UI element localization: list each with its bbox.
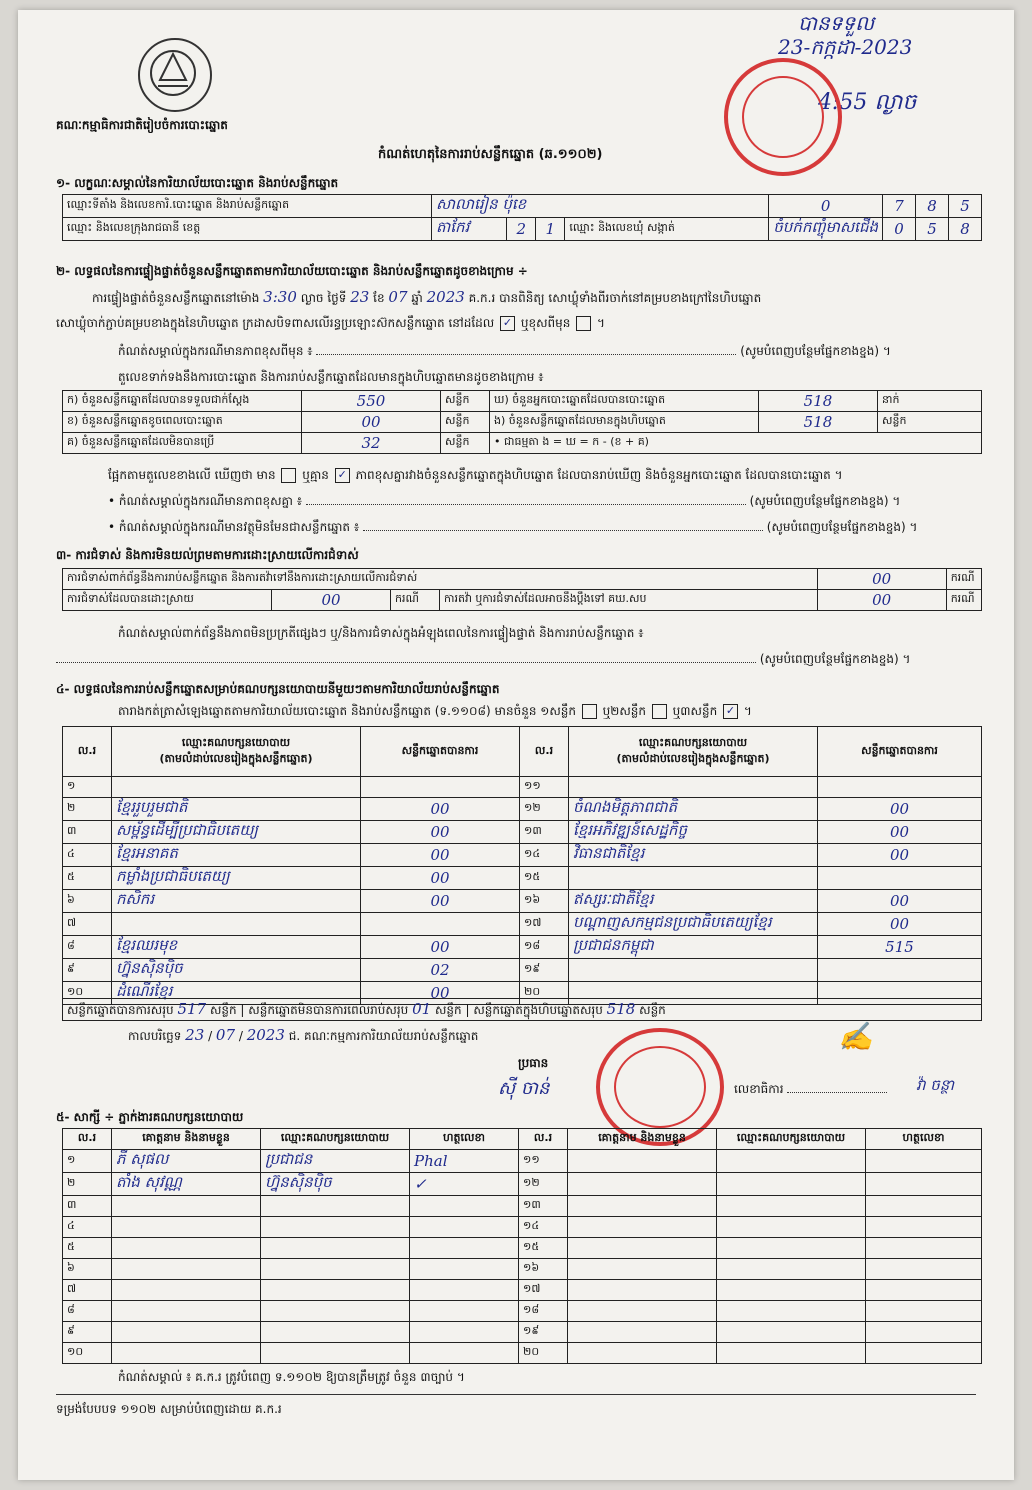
witness-name: ភី សុផល [112, 1150, 261, 1173]
fill-more-bullet2: (សូមបំពេញបន្ថែមផ្នែកខាងខ្នង) ។ [766, 520, 918, 534]
date-day: 23 [185, 1026, 205, 1044]
party-votes: 00 [361, 844, 520, 867]
fill-more-bullet1: (សូមបំពេញបន្ថែមផ្នែកខាងខ្នង) ។ [749, 494, 901, 508]
bullet-foreign-label: • កំណត់សម្គាល់ក្នុងករណីមានវត្ថុមិនមែនជាសន្លឹកឆ្នោត ៖ [108, 520, 360, 534]
party-votes: 00 [361, 821, 520, 844]
commune-digit: 5 [916, 218, 949, 241]
witness-party [717, 1259, 866, 1280]
party-name [569, 867, 818, 890]
party-votes: 00 [818, 844, 982, 867]
total-valid-label: សន្លឹកឆ្នោតបានការសរុប [67, 1003, 174, 1017]
row-number: ៩ [63, 1322, 112, 1343]
witness-party [261, 1196, 410, 1217]
row-number: ៦ [63, 1259, 112, 1280]
row-number: ៤ [63, 844, 112, 867]
date-month: 07 [215, 1026, 236, 1044]
office-value: សាលារៀន ប៉ុខេ [432, 195, 769, 218]
party-name: បណ្ដាញសកម្មជនប្រជាធិបតេយ្យខ្មែរ [569, 913, 818, 936]
total-invalid-label: សន្លឹកឆ្នោតមិនបានការពេលរាប់សរុប [248, 1003, 409, 1017]
footer-divider [56, 1394, 976, 1395]
witness-party [717, 1217, 866, 1238]
party-votes: 00 [361, 890, 520, 913]
row-number: ១៤ [520, 844, 569, 867]
witness-signature [866, 1196, 982, 1217]
witness-name [112, 1217, 261, 1238]
party-votes: 00 [361, 867, 520, 890]
verification-time-suffix: ល្ងាច ថ្ងៃទី [300, 291, 347, 305]
figure-e-label: ង) ចំនួនសន្លឹកឆ្នោតដែលមានក្នុងហិបឆ្នោត [490, 412, 759, 433]
secretary-signature: ✍ [838, 1020, 873, 1053]
witness-signature [410, 1301, 519, 1322]
verification-start: ការផ្ទៀងផ្ទាត់ចំនួនសន្លឹកឆ្នោតនៅម៉ោង [92, 291, 260, 305]
col-party [112, 727, 361, 777]
resolved-label: ការជំទាស់ដែលបានដោះស្រាយ [63, 590, 272, 611]
table-row [63, 1280, 982, 1301]
figure-a-unit: សន្លឹក [441, 391, 490, 412]
party-name: ខ្មែរអភិវឌ្ឍន៍សេដ្ឋកិច្ច [569, 821, 818, 844]
witness-signature [866, 1150, 982, 1173]
row-number: ១២ [520, 798, 569, 821]
witness-party [261, 1217, 410, 1238]
commune-digit: 8 [949, 218, 982, 241]
party-name [112, 913, 361, 936]
col-votes: សន្លឹកឆ្នោតបានការ [361, 727, 520, 777]
difference-start: ផ្អែកតាមតួលេខខាងលើ ឃើញថា មាន [108, 468, 276, 482]
figures-table [62, 390, 982, 454]
total-box-label: សន្លឹកឆ្នោតក្នុងហិបឆ្នោតសរុប [473, 1003, 603, 1017]
witness-name [568, 1259, 717, 1280]
witness-party [717, 1301, 866, 1322]
difference-note-line [118, 344, 988, 358]
witness-party [717, 1343, 866, 1364]
w-col-name-right: គោត្តនាម និងនាមខ្លួន [568, 1129, 717, 1150]
verification-year: 2023 [426, 288, 465, 306]
commune-label: ឈ្មោះ និងលេខឃុំ សង្កាត់ [565, 218, 769, 241]
party-votes: 00 [361, 936, 520, 959]
table-row [63, 1238, 982, 1259]
table-row [63, 1343, 982, 1364]
irregularity-note: កំណត់សម្គាល់ពាក់ព័ន្ធនឹងភាពមិនប្រក្រតីផ្សេងៗ ឬ/និងការជំទាស់ក្នុងអំឡុងពេលនៃការផ្ទៀងផ្ទាត់ និងការរាប់សន្លឹកឆ្នោត ៖ [118, 626, 644, 640]
figure-a-label: ក) ចំនួនសន្លឹកឆ្នោតដែលបានទទួលជាក់ស្តែង [63, 391, 302, 412]
figure-b-unit: សន្លឹក [441, 412, 490, 433]
verification-end: គ.ក.រ បានពិនិត្យ សោឃ្លុំទាំងពីរចាក់នៅគម្របខាងក្រៅនៃហិបឆ្នោត [468, 291, 762, 305]
row-number: ១ [63, 1150, 112, 1173]
table-row [63, 913, 982, 936]
office-digit: 0 [769, 195, 883, 218]
row-number: ១៥ [519, 1238, 568, 1259]
row-number: ១៨ [519, 1301, 568, 1322]
footer-text: ទម្រង់បែបបទ ១១០២ សម្រាប់បំពេញដោយ គ.ក.រ [56, 1402, 282, 1416]
witness-name [568, 1150, 717, 1173]
party-votes: 00 [361, 798, 520, 821]
received-time: 4:55 ល្ងាច [818, 90, 917, 115]
tally-sheet-text: តារាងកត់ត្រាសំឡេងឆ្នោតតាមការិយាល័យបោះឆ្នោត និងរាប់សន្លឹកឆ្នោត (ទ.១១០៨) មានចំនួន ១សន្លឹក [118, 704, 576, 718]
no-difference-checkbox[interactable]: ✓ [335, 468, 350, 483]
bullet-difference [108, 494, 988, 508]
row-number: ១៧ [519, 1280, 568, 1301]
witness-signature: Phal [410, 1150, 519, 1173]
party-name: កសិករ [112, 890, 361, 913]
row-number: ៤ [63, 1217, 112, 1238]
table-row [63, 936, 982, 959]
figure-a-value: 550 [302, 391, 441, 412]
party-votes [361, 913, 520, 936]
figure-c-value: 32 [302, 433, 441, 454]
w-col-party-right: ឈ្មោះគណបក្សនយោបាយ [717, 1129, 866, 1150]
row-number: ១៤ [519, 1217, 568, 1238]
party-votes [361, 777, 520, 798]
form-title: កំណត់ហេតុនៃការរាប់សន្លឹកឆ្នោត (ឆ.១១០២) [378, 147, 603, 162]
nec-logo [138, 38, 212, 112]
party-name: ខ្មែររួបរួមជាតិ [112, 798, 361, 821]
witness-party [717, 1280, 866, 1301]
figure-e-value: 518 [759, 412, 878, 433]
col-party-sub-right: (តាមលំដាប់លេខរៀងក្នុងសន្លឹកឆ្នោត) [616, 751, 770, 765]
row-number: ៩ [63, 959, 112, 982]
row-number: ១០ [63, 1343, 112, 1364]
witness-signature [410, 1217, 519, 1238]
party-name: ដំណើរខ្មែរ [112, 982, 361, 1005]
table-row [63, 798, 982, 821]
total-valid-unit: សន្លឹក [209, 1003, 237, 1017]
party-votes: 00 [818, 913, 982, 936]
party-name: វិធានជាតិខ្មែរ [569, 844, 818, 867]
row-number: ៨ [63, 1301, 112, 1322]
w-col-no: ល.រ [63, 1129, 112, 1150]
w-col-no-right: ល.រ [519, 1129, 568, 1150]
difference-note-label: កំណត់សម្គាល់ក្នុងករណីមានភាពខុសពីមុន ៖ [118, 344, 313, 358]
witness-party [717, 1322, 866, 1343]
province-digit: 2 [507, 218, 536, 241]
witness-party [261, 1238, 410, 1259]
witness-party [261, 1343, 410, 1364]
witness-signature [410, 1280, 519, 1301]
party-name: ចំណងមិត្តភាពជាតិ [569, 798, 818, 821]
irregularity-line [56, 652, 986, 666]
party-name: ខ្មែរអនាគត [112, 844, 361, 867]
changed-label: ឬខុសពីមុន [520, 316, 571, 330]
section2-heading: ២- លទ្ធផលនៃការផ្ទៀងផ្ទាត់ចំនួនសន្លឹកឆ្នោតតាមការិយាល័យបោះឆ្នោត និងរាប់សន្លឹកឆ្នោតដូចខាងក្រោម ÷ [56, 264, 528, 278]
totals-line: សន្លឹកឆ្នោតបានការសរុប 517 សន្លឹក | សន្លឹកឆ្នោតមិនបានការពេលរាប់សរុប 01 សន្លឹក | សន្លឹកឆ្នោតក្នុងហិបឆ្នោតសរុប 518 សន្លឹក [62, 998, 982, 1021]
fill-more-note: (សូមបំពេញបន្ថែមផ្នែកខាងខ្នង) ។ [740, 344, 891, 358]
total-box-unit: សន្លឹក [639, 1003, 666, 1017]
col-party-title-right: ឈ្មោះគណបក្សនយោបាយ [638, 735, 748, 749]
section4-heading: ៤- លទ្ធផលនៃការរាប់សន្លឹកឆ្នោតសម្រាប់គណបក្សនយោបាយនីមួយៗតាមការិយាល័យរាប់សន្លឹកឆ្នោត [56, 682, 500, 696]
witness-name [112, 1196, 261, 1217]
secretary-text: លេខាធិការ [734, 1082, 784, 1096]
row-number: ៧ [63, 1280, 112, 1301]
row-number: ១ [63, 777, 112, 798]
two-sheet-label: ឬ២សន្លឹក [602, 704, 647, 718]
month-label: ខែ [373, 291, 385, 305]
witness-table [62, 1128, 982, 1364]
w-col-name: គោត្តនាម និងនាមខ្លួន [112, 1129, 261, 1150]
party-votes: 02 [361, 959, 520, 982]
table-row [63, 821, 982, 844]
one-sheet-checkbox[interactable] [582, 704, 597, 719]
figure-c-label: គ) ចំនួនសន្លឹកឆ្នោតដែលមិនបានប្រើ [63, 433, 302, 454]
table-row [63, 1322, 982, 1343]
seal-line: សោឃ្លុំចាក់ភ្ជាប់គម្របខាងក្នុងនៃហិបឆ្នោត ក្រដាសបិទពាសលើរន្ធប្រឡោះស៊កសន្លឹកឆ្នោត នៅដដែល ✓ ឬខុសពីមុន ។ [56, 316, 605, 330]
row-number: ១៩ [519, 1322, 568, 1343]
party-votes: 00 [818, 890, 982, 913]
bullet-difference-label: • កំណត់សម្គាល់ក្នុងករណីមានភាពខុសគ្នា ៖ [108, 494, 303, 508]
witness-name [568, 1322, 717, 1343]
table-row [63, 867, 982, 890]
office-digit: 5 [949, 195, 982, 218]
table-row [63, 1196, 982, 1217]
party-name: ប្រជាជនកម្ពុជា [569, 936, 818, 959]
section1-heading: ១- លក្ខណៈសម្គាល់នៃការិយាល័យបោះឆ្នោត និងរាប់សន្លឹកឆ្នោត [56, 176, 339, 190]
province-label: ឈ្មោះ និងលេខក្រុងរាជធានី ខេត្ត [63, 218, 432, 241]
party-name [569, 777, 818, 798]
party-name: សម្ព័ន្ធដើម្បីប្រជាធិបតេយ្យ [112, 821, 361, 844]
witness-party: ហ្វ៊ុនស៊ិនប៉ិច [261, 1173, 410, 1196]
witness-name [568, 1280, 717, 1301]
figure-c-unit: សន្លឹក [441, 433, 490, 454]
col-votes-right: សន្លឹកឆ្នោតបានការ [818, 727, 982, 777]
w-col-sig-right: ហត្ថលេខា [866, 1129, 982, 1150]
received-date: 23-កក្កដា-2023 [778, 35, 913, 59]
figure-e-unit: សន្លឹក [878, 412, 982, 433]
witness-signature [866, 1259, 982, 1280]
verification-time: 3:30 [263, 288, 297, 306]
table-row [63, 1217, 982, 1238]
row-number: ៥ [63, 1238, 112, 1259]
row-number: ២ [63, 798, 112, 821]
row-number: ១៨ [520, 936, 569, 959]
office-digit: 7 [883, 195, 916, 218]
w-col-party: ឈ្មោះគណបក្សនយោបាយ [261, 1129, 410, 1150]
witness-signature: ✓ [410, 1173, 519, 1196]
party-name: ឥស្សរៈជាតិខ្មែរ [569, 890, 818, 913]
witness-name [568, 1343, 717, 1364]
row-number: ១៦ [519, 1259, 568, 1280]
appeal-label: ការតវ៉ា ឬការជំទាស់ដែលអាចនឹងប្តឹងទៅ គឃ.សប [440, 590, 818, 611]
row-number: ១១ [520, 777, 569, 798]
difference-line [108, 468, 843, 483]
office-label: ឈ្មោះទីតាំង និងលេខការិ.បោះឆ្នោត និងរាប់សន្លឹកឆ្នោត [63, 195, 432, 218]
row-number: ២០ [519, 1343, 568, 1364]
row-number: ១៦ [520, 890, 569, 913]
witness-name [112, 1343, 261, 1364]
witness-signature [410, 1196, 519, 1217]
party-votes [818, 959, 982, 982]
row-number: ៦ [63, 890, 112, 913]
row-number: ៥ [63, 867, 112, 890]
witness-party [261, 1322, 410, 1343]
changed-checkbox[interactable] [576, 316, 591, 331]
figures-intro: តួលេខទាក់ទងនឹងការបោះឆ្នោត និងការរាប់សន្លឹកឆ្នោតដែលមានក្នុងហិបឆ្នោតមានដូចខាងក្រោម ៖ [118, 370, 544, 384]
table-row [63, 959, 982, 982]
table-row [63, 1259, 982, 1280]
table-row [63, 1150, 982, 1173]
row-number: ៧ [63, 913, 112, 936]
document-page [18, 10, 1014, 1480]
witness-name [568, 1196, 717, 1217]
date-year: 2023 [246, 1026, 285, 1044]
has-difference-checkbox[interactable] [281, 468, 296, 483]
witness-signature [866, 1217, 982, 1238]
table-row [63, 1301, 982, 1322]
figure-b-label: ខ) ចំនួនសន្លឹកឆ្នោតខូចពេលបោះឆ្នោត [63, 412, 302, 433]
two-sheet-checkbox[interactable] [652, 704, 667, 719]
witness-signature [866, 1238, 982, 1259]
chair-signature: ស៊ី ចាន់ [498, 1078, 550, 1099]
row-number: ១៥ [520, 867, 569, 890]
witness-name [568, 1173, 717, 1196]
commune-digit: 0 [883, 218, 916, 241]
witness-party [261, 1259, 410, 1280]
party-votes [818, 867, 982, 890]
witness-signature [410, 1322, 519, 1343]
row-number: ១៣ [520, 821, 569, 844]
three-sheet-checkbox[interactable]: ✓ [723, 704, 738, 719]
commune-value: ចំបក់កញ្ចុំមាសជើង [769, 218, 883, 241]
section5-heading: ៥- សាក្សី ÷ ភ្នាក់ងារគណបក្សនយោបាយ [56, 1110, 244, 1124]
verification-line [92, 290, 761, 305]
figure-d-unit: នាក់ [878, 391, 982, 412]
bullet-foreign-object [108, 520, 988, 534]
witness-party [717, 1173, 866, 1196]
figure-b-value: 00 [302, 412, 441, 433]
party-votes: 00 [818, 798, 982, 821]
official-stamp-top [724, 58, 842, 176]
party-votes: 00 [818, 821, 982, 844]
witness-party [717, 1150, 866, 1173]
section1-table [62, 194, 982, 241]
total-invalid-value: 01 [412, 1000, 432, 1018]
objection-value: 00 [817, 569, 946, 590]
total-box-value: 518 [606, 1000, 636, 1018]
col-no-right: ល.រ [520, 727, 569, 777]
col-party-sub: (តាមលំដាប់លេខរៀងក្នុងសន្លឹកឆ្នោត) [159, 751, 313, 765]
row-number: ៨ [63, 936, 112, 959]
party-name: ហ្វ៊ុនស៊ិនប៉ិច [112, 959, 361, 982]
col-party-title: ឈ្មោះគណបក្សនយោបាយ [181, 735, 291, 749]
witness-name [568, 1217, 717, 1238]
date-label: កាលបរិច្ឆេទ [128, 1029, 182, 1043]
secretary-label [734, 1082, 887, 1096]
witness-name [112, 1322, 261, 1343]
office-digit: 8 [916, 195, 949, 218]
witness-signature [866, 1343, 982, 1364]
row-number: ១៧ [520, 913, 569, 936]
col-no: ល.រ [63, 727, 112, 777]
verification-month: 07 [388, 288, 408, 306]
party-name: កម្លាំងប្រជាធិបតេយ្យ [112, 867, 361, 890]
table-row [63, 844, 982, 867]
objection-unit: ករណី [946, 569, 981, 590]
witness-signature [410, 1343, 519, 1364]
row-number: ២ [63, 1173, 112, 1196]
witness-signature [866, 1322, 982, 1343]
formula-note: • ជាធម្មតា ង = ឃ = ក - (ខ + គ) [490, 433, 982, 454]
witness-signature [866, 1301, 982, 1322]
year-label: ឆ្នាំ [411, 291, 423, 305]
witness-name [112, 1238, 261, 1259]
province-value: តាកែវ [432, 218, 507, 241]
witness-party [261, 1280, 410, 1301]
witness-party [261, 1301, 410, 1322]
row-number: ២០ [520, 982, 569, 1005]
objection-table [62, 568, 982, 611]
footnote: កំណត់សម្គាល់ ៖ គ.ក.រ ត្រូវបំពេញ ទ.១១០២ ឱ្យបានត្រឹមត្រូវ ចំនួន ៣ច្បាប់ ។ [118, 1370, 465, 1384]
witness-signature [410, 1259, 519, 1280]
secretary-name: វ៉ា ចន្ថា [916, 1076, 955, 1094]
verification-day: 23 [350, 288, 370, 306]
total-valid-value: 517 [177, 1000, 207, 1018]
witness-party [717, 1196, 866, 1217]
witness-signature [866, 1280, 982, 1301]
tally-sheet-line: តារាងកត់ត្រាសំឡេងឆ្នោតតាមការិយាល័យបោះឆ្នោត និងរាប់សន្លឹកឆ្នោត (ទ.១១០៨) មានចំនួន ១សន្លឹក ឬ២សន្លឹក ឬ៣សន្លឹក ✓ ។ [118, 704, 752, 718]
org-name: គណៈកម្មាធិការជាតិរៀបចំការបោះឆ្នោត [56, 118, 228, 132]
party-votes: 00 [361, 982, 520, 1005]
row-number: ១៩ [520, 959, 569, 982]
results-table [62, 726, 982, 1005]
witness-signature [866, 1173, 982, 1196]
figure-d-label: ឃ) ចំនួនអ្នកបោះឆ្នោតដែលបានបោះឆ្នោត [490, 391, 759, 412]
party-votes [818, 777, 982, 798]
province-digit: 1 [536, 218, 565, 241]
party-name: ខ្មែរឈរមុខ [112, 936, 361, 959]
section3-heading: ៣- ការជំទាស់ និងការមិនយល់ព្រមតាមការដោះស្រាយលើការជំទាស់ [56, 548, 359, 562]
resolved-value: 00 [272, 590, 391, 611]
date-line: កាលបរិច្ឆេទ 23 / 07 / 2023 ជ. គណៈកម្មការការិយាល័យរាប់សន្លឹកឆ្នោត [128, 1026, 479, 1044]
row-number: ១២ [519, 1173, 568, 1196]
party-name [569, 959, 818, 982]
difference-rest: ភាពខុសគ្នារវាងចំនួនសន្លឹកឆ្នោតក្នុងហិបឆ្នោត ដែលបានរាប់ឃើញ និងចំនួនអ្នកបោះឆ្នោត ដែលបានបោះឆ្នោត ។ [355, 468, 843, 482]
no-difference-label: ឬគ្មាន [302, 468, 329, 482]
witness-name [112, 1280, 261, 1301]
seal-text: សោឃ្លុំចាក់ភ្ជាប់គម្របខាងក្នុងនៃហិបឆ្នោត ក្រដាសបិទពាសលើរន្ធប្រឡោះស៊កសន្លឹកឆ្នោត នៅដដែល [56, 316, 495, 330]
witness-signature [410, 1238, 519, 1259]
total-invalid-unit: សន្លឹក [435, 1003, 462, 1017]
table-row [63, 777, 982, 798]
row-number: ៣ [63, 1196, 112, 1217]
witness-name [568, 1301, 717, 1322]
fill-more-s3: (សូមបំពេញបន្ថែមផ្នែកខាងខ្នង) ។ [759, 652, 911, 666]
appeal-unit: ករណី [946, 590, 981, 611]
witness-name [112, 1301, 261, 1322]
col-party-right [569, 727, 818, 777]
witness-name [112, 1259, 261, 1280]
chair-label: ប្រធាន [518, 1056, 549, 1070]
witness-name [568, 1238, 717, 1259]
received-note: បានទទួល [798, 11, 875, 35]
party-votes: 515 [818, 936, 982, 959]
committee-label: ជ. គណៈកម្មការការិយាល័យរាប់សន្លឹកឆ្នោត [288, 1029, 479, 1043]
objection-label: ការជំទាស់ពាក់ព័ន្ធនឹងការរាប់សន្លឹកឆ្នោត និងការតវ៉ាទៅនឹងការដោះស្រាយលើការជំទាស់ [63, 569, 818, 590]
row-number: ១១ [519, 1150, 568, 1173]
row-number: ១៣ [519, 1196, 568, 1217]
appeal-value: 00 [817, 590, 946, 611]
w-col-sig: ហត្ថលេខា [410, 1129, 519, 1150]
resolved-unit: ករណី [391, 590, 440, 611]
same-checkbox[interactable]: ✓ [500, 316, 515, 331]
party-name [112, 777, 361, 798]
witness-party [717, 1238, 866, 1259]
witness-name: តាំង សុវណ្ណ [112, 1173, 261, 1196]
row-number: ៣ [63, 821, 112, 844]
row-number: ១០ [63, 982, 112, 1005]
table-row [63, 1173, 982, 1196]
three-sheet-label: ឬ៣សន្លឹក [672, 704, 718, 718]
witness-party: ប្រជាជន [261, 1150, 410, 1173]
table-row [63, 890, 982, 913]
figure-d-value: 518 [759, 391, 878, 412]
